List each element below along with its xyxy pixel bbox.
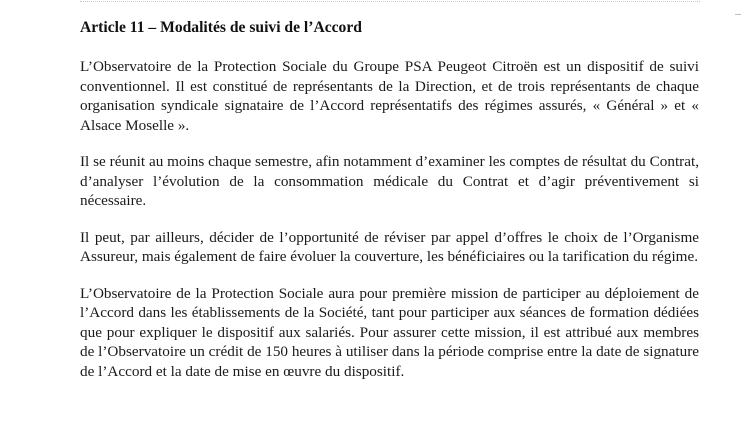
top-rule	[80, 1, 700, 2]
paragraph-reunion-semestre: Il se réunit au moins chaque semestre, afin notamment d’examiner les comptes de résultat du Contrat, d’analyser l’évolution de la consommation médicale du Contrat et d’agir préventivement si nécessaire.	[80, 153, 699, 209]
paragraph-observatoire-composition: L’Observatoire de la Protection Sociale du Groupe PSA Peugeot Citroën est un dispositif de suivi conventionnel. Il est constitué de représentants de la Direction, et de trois représentants de chaque organisation syndicale signataire de l’Accord représentatifs des régimes assurés, « Général » et « Alsace Moselle ».	[80, 58, 699, 134]
corner-mark	[735, 14, 741, 15]
article-title: Article 11 – Modalités de suivi de l’Accord	[80, 19, 362, 36]
paragraph-premiere-mission: L’Observatoire de la Protection Sociale aura pour première mission de participer au déploiement de l’Accord dans les établissements de la Société, tant pour participer aux séances de formation dédiées que pour expliquer le dispositif aux salariés. Pour assurer cette mission, il est attribué aux membres de l’Observatoire un crédit de 150 heures à utiliser dans la période comprise entre la date de signature de l’Accord et la date de mise en œuvre du dispositif.	[80, 284, 699, 380]
article-body	[80, 18, 699, 381]
paragraph-revision-assureur: Il peut, par ailleurs, décider de l’opportunité de réviser par appel d’offres le choix de l’Organisme Assureur, mais également de faire évoluer la couverture, les bénéficiaires ou la tarification du régime.	[80, 228, 699, 265]
